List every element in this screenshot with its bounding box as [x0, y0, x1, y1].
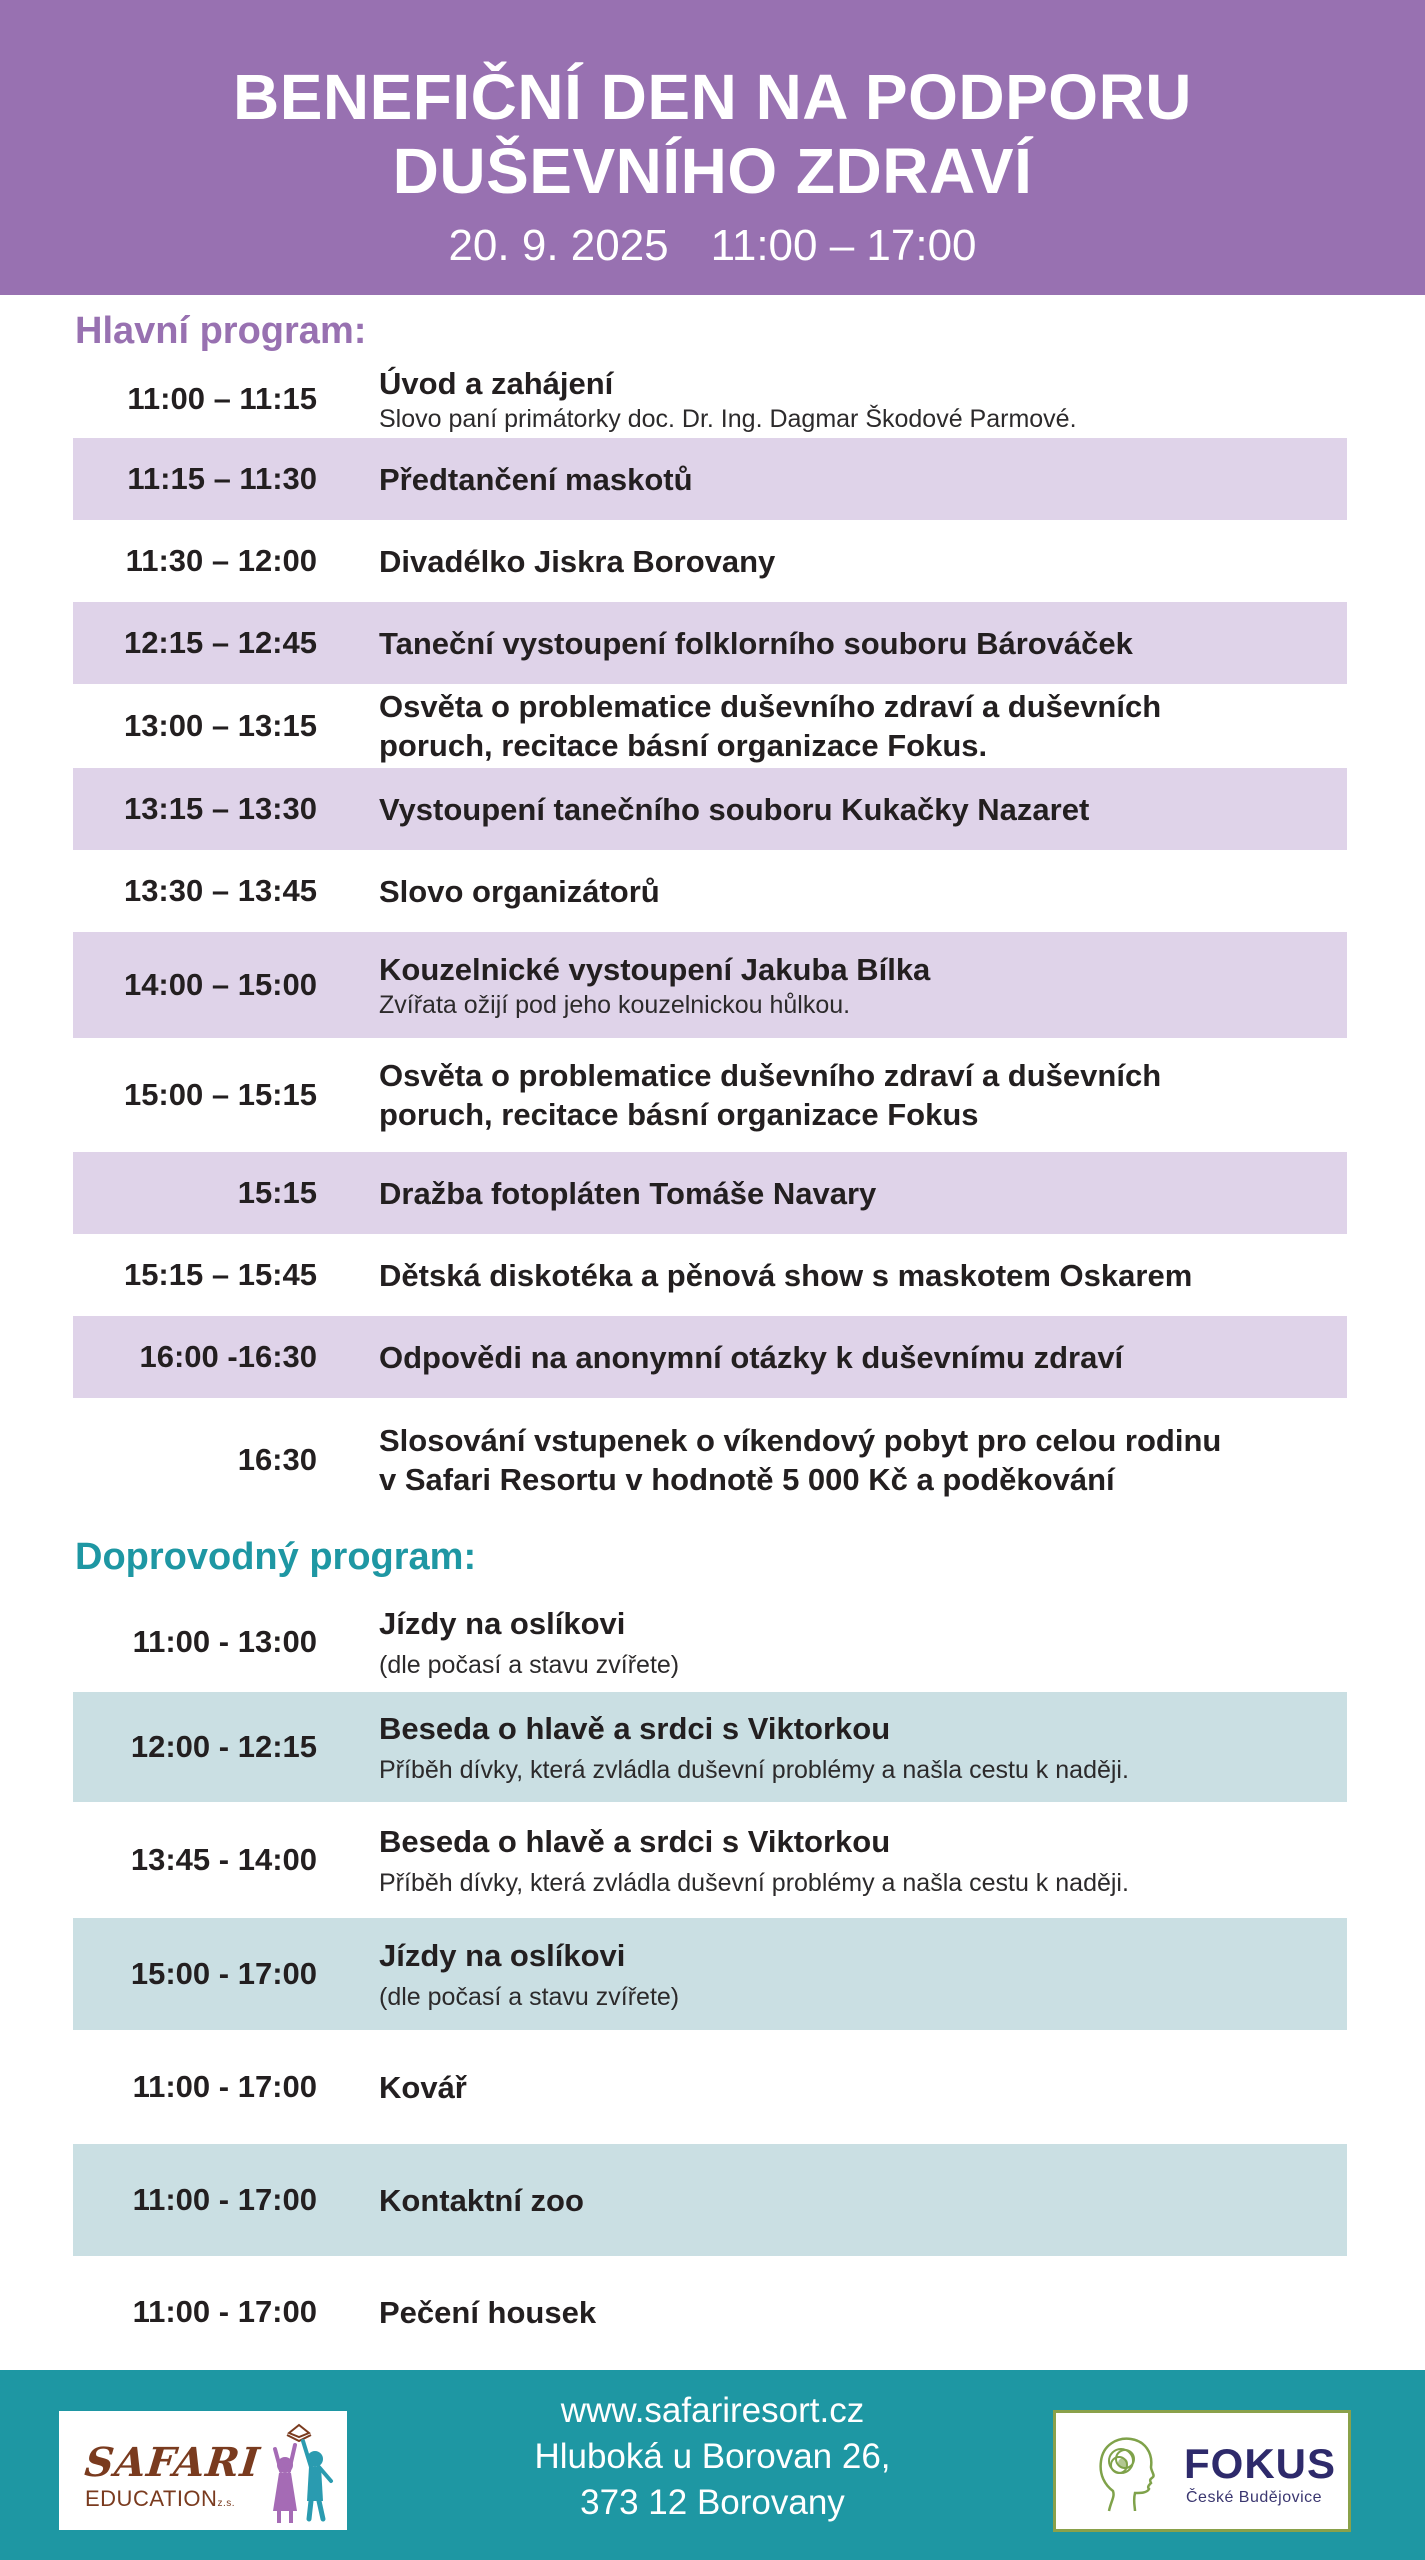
row-time: 16:30	[237, 1442, 317, 1477]
row-time: 13:45 - 14:00	[130, 1842, 317, 1877]
row-title-line-1: Osvěta o problematice duševního zdraví a duševních	[379, 689, 1162, 724]
row-title: Odpovědi na anonymní otázky k duševnímu zdraví	[379, 1339, 1124, 1375]
row-title: Kouzelnické vystoupení Jakuba Bílka	[379, 951, 931, 987]
main-program-row	[73, 520, 1347, 602]
main-program-row	[73, 602, 1347, 684]
row-title: Kontaktní zoo	[379, 2182, 584, 2218]
main-program-heading: Hlavní program:	[75, 310, 367, 352]
event-time: 11:00 – 17:00	[710, 221, 977, 270]
row-time: 15:00 - 17:00	[130, 1956, 317, 1991]
row-title: Jízdy na oslíkovi	[379, 1605, 626, 1641]
row-time: 15:15	[237, 1175, 317, 1210]
header-banner	[0, 0, 1425, 295]
row-time: 11:00 - 13:00	[132, 1624, 317, 1659]
main-program-row	[73, 1038, 1347, 1152]
website-link[interactable]: www.safariresort.cz	[560, 2391, 865, 2430]
row-time: 13:00 – 13:15	[123, 708, 317, 743]
row-subtitle: (dle počasí a stavu zvířete)	[379, 1650, 680, 1679]
main-program-row	[73, 684, 1347, 768]
fokus-logo-wordmark: FOKUS	[1184, 2440, 1336, 2487]
safari-logo-wordmark: SAFARI	[82, 2439, 263, 2486]
event-title-line-2: DUŠEVNÍHO ZDRAVÍ	[392, 135, 1033, 207]
row-title: Slovo organizátorů	[379, 873, 660, 909]
supporting-program-row	[73, 2030, 1347, 2144]
row-time: 14:00 – 15:00	[123, 967, 317, 1002]
row-title-line-2: v Safari Resortu v hodnotě 5 000 Kč a poděkování	[379, 1462, 1115, 1497]
event-date-time	[0, 218, 1425, 274]
main-program-row	[73, 1152, 1347, 1234]
row-title: Dětská diskotéka a pěnová show s maskotem Oskarem	[379, 1257, 1193, 1293]
row-title: Dražba fotopláten Tomáše Navary	[379, 1175, 877, 1211]
row-subtitle: Slovo paní primátorky doc. Dr. Ing. Dagmar Škodové Parmové.	[379, 404, 1077, 433]
address-line-2: 373 12 Borovany	[580, 2483, 845, 2522]
row-title: Taneční vystoupení folklorního souboru Bárováček	[379, 625, 1133, 661]
address-line-1: Hluboká u Borovan 26,	[534, 2437, 891, 2476]
row-time: 11:30 – 12:00	[125, 543, 317, 578]
row-title: Vystoupení tanečního souboru Kukačky Nazaret	[379, 791, 1090, 827]
row-time: 12:00 - 12:15	[130, 1729, 317, 1764]
main-program-row	[73, 360, 1347, 438]
safari-logo-subname: EDUCATIONz.s.	[85, 2486, 235, 2511]
row-title: Pečení housek	[379, 2294, 597, 2330]
fokus-logo-subname: České Budějovice	[1186, 2489, 1323, 2506]
row-title: Beseda o hlavě a srdci s Viktorkou	[379, 1823, 891, 1859]
row-time: 15:15 – 15:45	[123, 1257, 317, 1292]
row-title-line-1: Slosování vstupenek o víkendový pobyt pro celou rodinu	[379, 1423, 1222, 1458]
row-title: Divadélko Jiskra Borovany	[379, 543, 776, 579]
main-program-row	[73, 850, 1347, 932]
row-time: 11:00 – 11:15	[127, 381, 317, 416]
row-title: Úvod a zahájení	[379, 365, 614, 401]
event-title-line-1: BENEFIČNÍ DEN NA PODPORU	[232, 61, 1193, 133]
row-time: 16:00 -16:30	[139, 1339, 317, 1374]
main-program-row	[73, 768, 1347, 850]
main-program-row	[73, 1316, 1347, 1398]
supporting-program-heading: Doprovodný program:	[75, 1536, 477, 1578]
row-subtitle: (dle počasí a stavu zvířete)	[379, 1982, 680, 2011]
row-time: 11:00 - 17:00	[132, 2069, 317, 2104]
row-subtitle: Příběh dívky, která zvládla duševní problémy a našla cestu k naději.	[379, 1868, 1129, 1897]
row-subtitle: Příběh dívky, která zvládla duševní problémy a našla cestu k naději.	[379, 1755, 1129, 1784]
head-profile-icon	[1091, 2431, 1161, 2515]
row-title: Kovář	[379, 2069, 467, 2105]
supporting-program-row	[73, 1592, 1347, 1692]
main-program-row	[73, 1410, 1347, 1510]
supporting-program-row	[73, 1918, 1347, 2030]
row-time: 11:00 - 17:00	[132, 2294, 317, 2329]
footer	[0, 2370, 1425, 2560]
row-time: 15:00 – 15:15	[123, 1077, 317, 1112]
event-date: 20. 9. 2025	[448, 221, 669, 270]
row-time: 13:30 – 13:45	[123, 873, 317, 908]
row-time: 12:15 – 12:45	[123, 625, 317, 660]
row-title-line-2: poruch, recitace básní organizace Fokus.	[379, 728, 988, 763]
safari-education-logo	[59, 2411, 347, 2530]
supporting-program-row	[73, 1802, 1347, 1918]
contact-address	[380, 2388, 1045, 2526]
supporting-program-row	[73, 1692, 1347, 1802]
row-title-line-2: poruch, recitace básní organizace Fokus	[379, 1097, 979, 1132]
children-reaching-book-icon	[259, 2419, 339, 2525]
row-time: 13:15 – 13:30	[123, 791, 317, 826]
row-title: Jízdy na oslíkovi	[379, 1937, 626, 1973]
supporting-program-row	[73, 2256, 1347, 2368]
fokus-logo	[1053, 2410, 1351, 2532]
row-time: 11:00 - 17:00	[132, 2182, 317, 2217]
main-program-row	[73, 932, 1347, 1038]
row-time: 11:15 – 11:30	[127, 461, 317, 496]
row-title: Beseda o hlavě a srdci s Viktorkou	[379, 1710, 891, 1746]
main-program-row	[73, 438, 1347, 520]
row-title-line-1: Osvěta o problematice duševního zdraví a duševních	[379, 1058, 1162, 1093]
main-program-row	[73, 1234, 1347, 1316]
row-title: Předtančení maskotů	[379, 461, 693, 497]
row-subtitle: Zvířata ožijí pod jeho kouzelnickou hůlkou.	[379, 990, 851, 1019]
supporting-program-row	[73, 2144, 1347, 2256]
